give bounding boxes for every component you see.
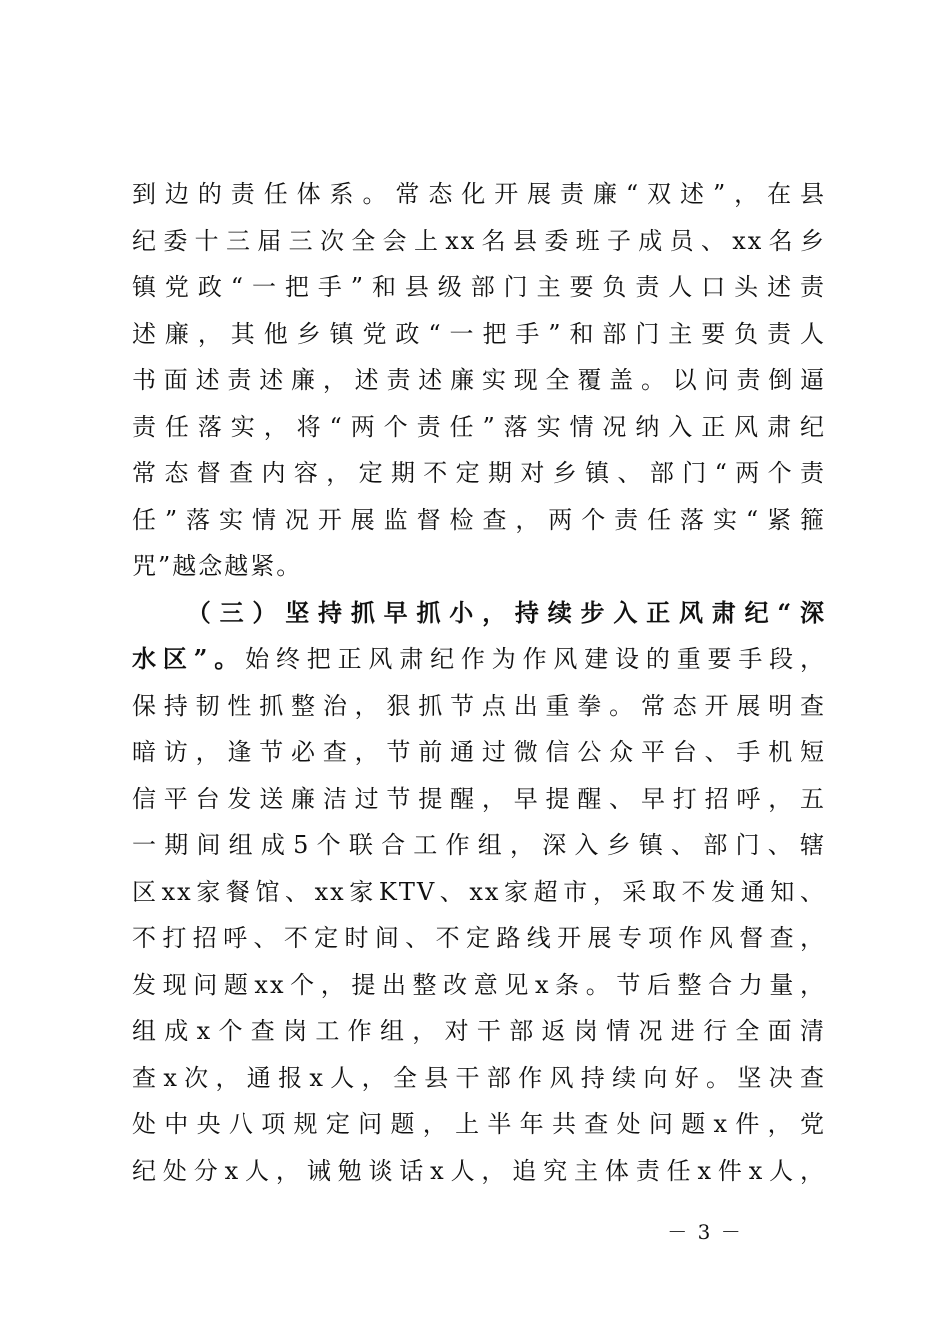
text-line: 处中央八项规定问题，上半年共查处问题x件，党 [132, 1110, 826, 1138]
text-line: 述廉，其他乡镇党政“一把手”和部门主要负责人 [132, 319, 826, 348]
text-line: 保持韧性抓整治，狠抓节点出重拳。常态开展明查 [132, 691, 826, 720]
text-line: 发现问题xx个，提出整改意见x条。节后整合力量， [132, 970, 826, 999]
text-line [132, 636, 826, 683]
section-heading [132, 590, 826, 637]
text-line: 组成x个查岗工作组，对干部返岗情况进行全面清 [132, 1017, 826, 1045]
text-line: 任”落实情况开展监督检查，两个责任落实“紧箍 [132, 505, 826, 534]
text-line: 到边的责任体系。常态化开展责廉“双述”，在县 [132, 180, 826, 208]
text-line: 责任落实，将“两个责任”落实情况纳入正风肃纪 [132, 412, 826, 441]
section-heading-end: 水区”。 [132, 644, 246, 673]
page-number: － 3 － [667, 1220, 743, 1244]
text-line: 纪处分x人，诫勉谈话x人，追究主体责任x件x人， [132, 1156, 826, 1185]
text-line: 区xx家餐馆、xx家KTV、xx家超市，采取不发通知、 [132, 877, 826, 906]
text-line: 常态督查内容，定期不定期对乡镇、部门“两个责 [132, 459, 826, 487]
text-line: 不打招呼、不定时间、不定路线开展专项作风督查， [132, 924, 826, 952]
text-line-rest: 始终把正风肃纪作为作风建设的重要手段， [245, 645, 827, 673]
text-line: 咒”越念越紧。 [132, 552, 303, 580]
text-line: 纪委十三届三次全会上xx名县委班子成员、xx名乡 [132, 226, 826, 255]
body-text [132, 171, 826, 1194]
text-line: 暗访，逢节必查，节前通过微信公众平台、手机短 [132, 738, 826, 766]
text-line: 书面述责述廉，述责述廉实现全覆盖。以问责倒逼 [132, 366, 826, 394]
text-line: 信平台发送廉洁过节提醒，早提醒、早打招呼，五 [132, 784, 826, 813]
text-line: 镇党政“一把手”和县级部门主要负责人口头述责 [132, 273, 826, 301]
section-heading-text: （三）坚持抓早抓小，持续步入正风肃纪“深 [180, 597, 826, 627]
text-line: 一期间组成5个联合工作组，深入乡镇、部门、辖 [132, 831, 826, 859]
text-line: 查x次，通报x人，全县干部作风持续向好。坚决查 [132, 1063, 826, 1092]
